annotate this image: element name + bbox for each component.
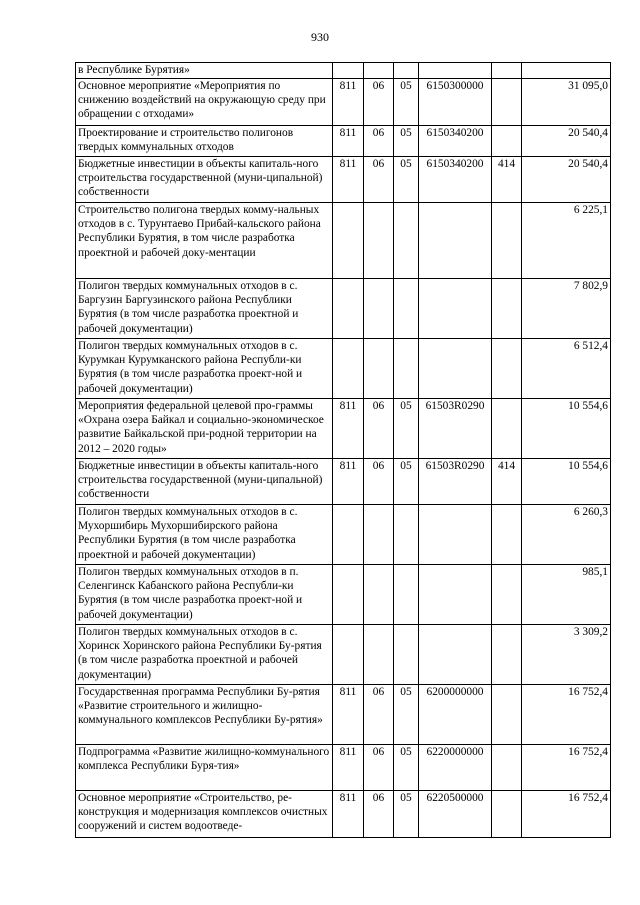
row-rz [364, 339, 394, 399]
table-row [76, 685, 611, 745]
row-cs: 6220500000 [419, 791, 492, 838]
row-rz: 06 [364, 459, 394, 505]
row-sum: 16 752,4 [522, 745, 611, 791]
row-name: Полигон твердых коммунальных отходов в с. Курумкан Курумканского района Республи-ки Бурятия (в том числе разработка проект-ной и рабочей документации) [76, 339, 333, 399]
table-row [76, 791, 611, 838]
row-rz: 06 [364, 157, 394, 203]
row-sum: 16 752,4 [522, 791, 611, 838]
row-name: Основное мероприятие «Строительство, ре-конструкция и модернизация комплексов очистных сооружений и систем водоотведе- [76, 791, 333, 838]
row-gr: 811 [333, 79, 364, 126]
row-rz [364, 203, 394, 279]
row-gr: 811 [333, 791, 364, 838]
row-pr [394, 505, 419, 565]
row-pr: 05 [394, 399, 419, 459]
row-cs [419, 565, 492, 625]
row-gr [333, 565, 364, 625]
row-sum: 6 512,4 [522, 339, 611, 399]
row-name: Основное мероприятие «Мероприятия по снижению воздействий на окружающую среду при обращении с отходами» [76, 79, 333, 126]
row-sum: 6 260,3 [522, 505, 611, 565]
row-sum: 10 554,6 [522, 399, 611, 459]
row-rz [364, 565, 394, 625]
table-row [76, 505, 611, 565]
row-gr: 811 [333, 399, 364, 459]
row-vr [492, 63, 522, 79]
row-rz [364, 279, 394, 339]
page-number: 930 [311, 30, 329, 44]
row-cs [419, 279, 492, 339]
row-sum: 20 540,4 [522, 126, 611, 157]
row-gr [333, 63, 364, 79]
row-pr [394, 625, 419, 685]
row-gr: 811 [333, 459, 364, 505]
row-cs: 61503R0290 [419, 459, 492, 505]
row-cs [419, 203, 492, 279]
row-sum: 20 540,4 [522, 157, 611, 203]
row-sum: 985,1 [522, 565, 611, 625]
row-name: Бюджетные инвестиции в объекты капиталь-ного строительства государственной (муни-ципальной) собственности [76, 459, 333, 505]
row-sum: 31 095,0 [522, 79, 611, 126]
row-cs: 6220000000 [419, 745, 492, 791]
row-gr: 811 [333, 745, 364, 791]
table-row [76, 63, 611, 79]
row-vr [492, 339, 522, 399]
row-pr: 05 [394, 791, 419, 838]
row-pr: 05 [394, 685, 419, 745]
row-cs: 61503R0290 [419, 399, 492, 459]
row-gr: 811 [333, 126, 364, 157]
row-gr [333, 279, 364, 339]
row-name: Полигон твердых коммунальных отходов в с. Мухоршибирь Мухоршибирского района Республики Бурятия (в том числе разработка проектной и рабочей документации) [76, 505, 333, 565]
row-gr [333, 625, 364, 685]
row-pr [394, 63, 419, 79]
row-vr [492, 279, 522, 339]
table-row [76, 565, 611, 625]
row-pr [394, 565, 419, 625]
row-name: Подпрограмма «Развитие жилищно-коммунального комплекса Республики Буря-тия» [76, 745, 333, 791]
row-pr: 05 [394, 126, 419, 157]
row-vr [492, 505, 522, 565]
row-pr: 05 [394, 459, 419, 505]
table-row [76, 745, 611, 791]
row-gr: 811 [333, 157, 364, 203]
row-name: Полигон твердых коммунальных отходов в с. Хоринск Хоринского района Республики Бу-рятия (в том числе разработка проектной и рабочей документации) [76, 625, 333, 685]
budget-table [75, 62, 611, 838]
row-vr: 414 [492, 459, 522, 505]
table-row [76, 625, 611, 685]
row-name: Полигон твердых коммунальных отходов в п. Селенгинск Кабанского района Республи-ки Бурятия (в том числе разработка проект-ной и рабочей документации) [76, 565, 333, 625]
row-name: Мероприятия федеральной целевой про-граммы «Охрана озера Байкал и социально-экономическое развитие Байкальской при-родной территории на 2012 – 2020 годы» [76, 399, 333, 459]
table-row [76, 126, 611, 157]
row-vr [492, 565, 522, 625]
row-rz [364, 505, 394, 565]
row-rz [364, 63, 394, 79]
row-sum: 3 309,2 [522, 625, 611, 685]
row-pr: 05 [394, 157, 419, 203]
row-sum: 10 554,6 [522, 459, 611, 505]
row-sum: 16 752,4 [522, 685, 611, 745]
row-vr [492, 625, 522, 685]
row-rz: 06 [364, 399, 394, 459]
row-name: в Республике Бурятия» [76, 63, 333, 79]
row-vr: 414 [492, 157, 522, 203]
row-vr [492, 791, 522, 838]
row-name: Проектирование и строительство полигонов твердых коммунальных отходов [76, 126, 333, 157]
row-name: Строительство полигона твердых комму-нальных отходов в с. Турунтаево Прибай-кальского района Республики Бурятия, в том числе разработка проектной и рабочей доку-ментации [76, 203, 333, 279]
row-name: Государственная программа Республики Бу-рятия «Развитие строительного и жилищно-коммунального комплексов Республики Бу-рятия» [76, 685, 333, 745]
table-row [76, 399, 611, 459]
row-vr [492, 745, 522, 791]
row-gr [333, 505, 364, 565]
row-rz [364, 625, 394, 685]
row-cs: 6150340200 [419, 126, 492, 157]
row-pr [394, 279, 419, 339]
row-vr [492, 79, 522, 126]
row-cs [419, 505, 492, 565]
row-pr: 05 [394, 79, 419, 126]
table-row [76, 79, 611, 126]
budget-table-body [76, 63, 611, 838]
row-rz: 06 [364, 79, 394, 126]
row-name: Полигон твердых коммунальных отходов в с. Баргузин Баргузинского района Республики Бурятия (в том числе разработка проектной и рабочей документации) [76, 279, 333, 339]
row-sum: 6 225,1 [522, 203, 611, 279]
table-row [76, 459, 611, 505]
row-cs [419, 63, 492, 79]
row-vr [492, 126, 522, 157]
row-cs [419, 625, 492, 685]
row-sum: 7 802,9 [522, 279, 611, 339]
row-rz: 06 [364, 685, 394, 745]
row-vr [492, 685, 522, 745]
table-row [76, 157, 611, 203]
row-cs: 6200000000 [419, 685, 492, 745]
row-rz: 06 [364, 126, 394, 157]
table-row [76, 279, 611, 339]
row-name: Бюджетные инвестиции в объекты капиталь-ного строительства государственной (муни-ципальной) собственности [76, 157, 333, 203]
row-gr [333, 203, 364, 279]
row-pr [394, 339, 419, 399]
row-gr: 811 [333, 685, 364, 745]
row-gr [333, 339, 364, 399]
row-cs: 6150340200 [419, 157, 492, 203]
row-vr [492, 203, 522, 279]
row-rz: 06 [364, 745, 394, 791]
row-cs: 6150300000 [419, 79, 492, 126]
table-row [76, 339, 611, 399]
table-row [76, 203, 611, 279]
row-pr [394, 203, 419, 279]
row-vr [492, 399, 522, 459]
row-sum [522, 63, 611, 79]
row-cs [419, 339, 492, 399]
row-pr: 05 [394, 745, 419, 791]
row-rz: 06 [364, 791, 394, 838]
